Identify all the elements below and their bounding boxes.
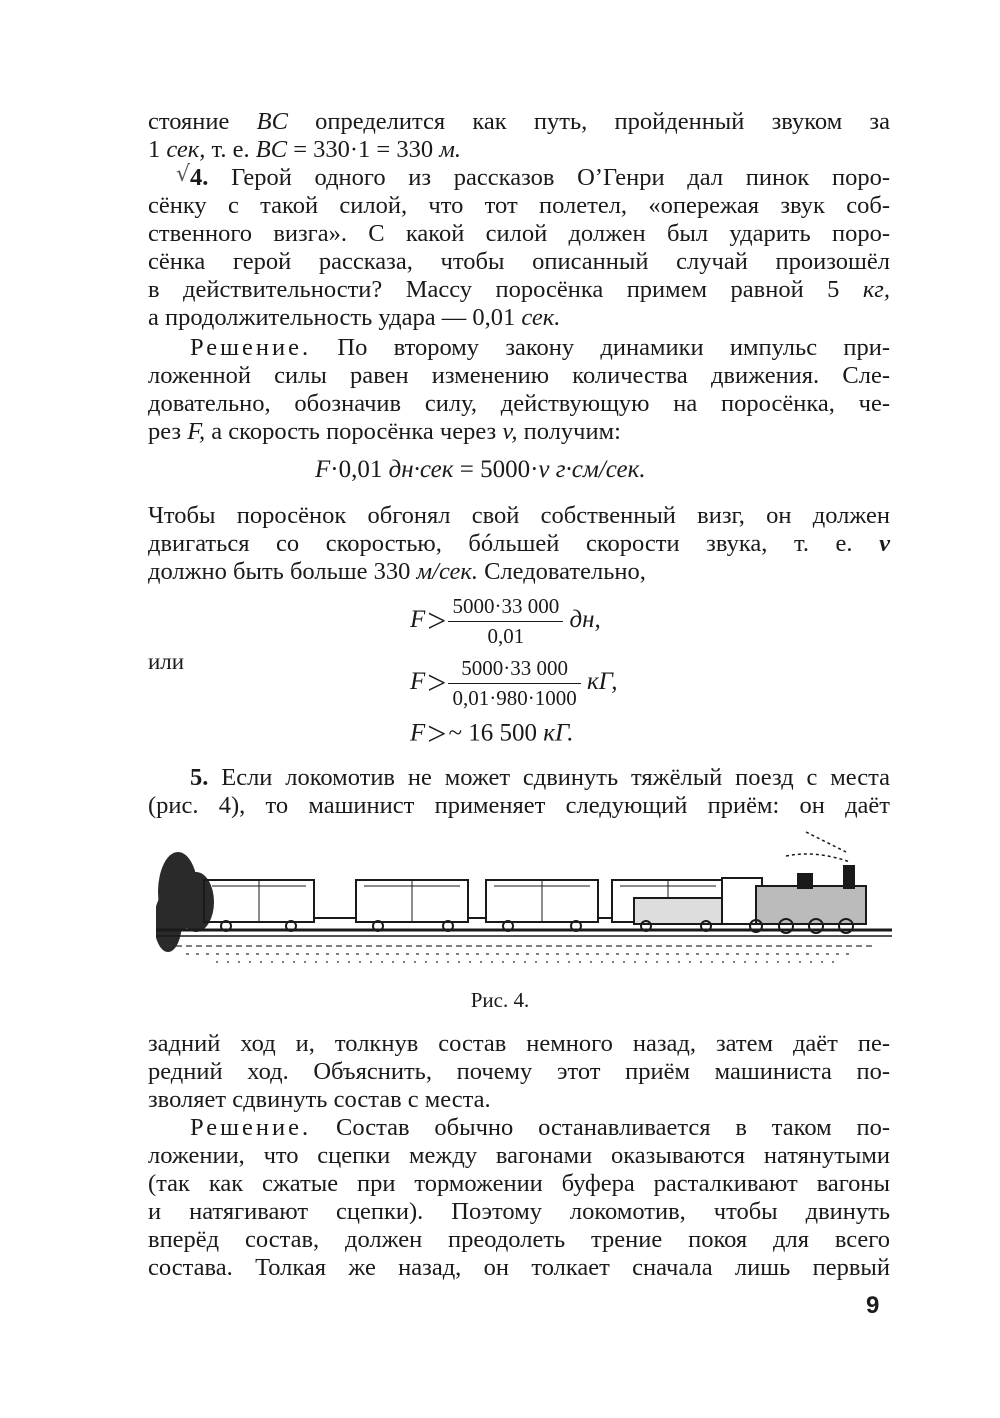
text-line: ложенной силы равен изменению количества движения. Сле- xyxy=(148,362,890,389)
formula-inequality-dyn: F> $\frac{5000\cdot 33 000}{0,01}$ дн, xyxy=(410,594,601,648)
margin-check-mark: √ xyxy=(176,162,191,187)
page-number: 9 xyxy=(866,1292,880,1319)
text-line: сёнка герой рассказа, чтобы описанный случай произошёл xyxy=(148,248,890,275)
bushes xyxy=(156,852,214,952)
text-line: редний ход. Объяснить, почему этот приём машиниста по- xyxy=(148,1058,890,1085)
text-line: Чтобы поросёнок обгонял свой собственный визг, он должен xyxy=(148,502,890,529)
text-line: (рис. 4), то машинист применяет следующий приём: он даёт xyxy=(148,792,890,819)
problem-5-start: 5. Если локомотив не может сдвинуть тяжёлый поезд с места xyxy=(190,764,890,791)
text-line: стояние BC определится как путь, пройденный звуком за xyxy=(148,108,890,135)
text-line: довательно, обозначив силу, действующую на поросёнка, че- xyxy=(148,390,890,417)
text-line: ственного визга». С какой силой должен был ударить поро- xyxy=(148,220,890,247)
text-line: зволяет сдвинуть состав с места. xyxy=(148,1086,491,1113)
text-line: ложении, что сцепки между вагонами оказываются натянутыми xyxy=(148,1142,890,1169)
text-line: должно быть больше 330 м/сек. Следовательно, xyxy=(148,558,646,585)
solution-heading-line: Решение. По второму закону динамики импульс при- xyxy=(190,334,890,361)
text-line: вперёд состав, должен преодолеть трение покоя для всего xyxy=(148,1226,890,1253)
formula-result: F>~ 16 500 кГ. xyxy=(410,716,574,753)
solution-heading-line: Решение. Состав обычно останавливается в таком по- xyxy=(190,1114,890,1141)
or-word: или xyxy=(148,649,185,674)
figure-caption: Рис. 4. xyxy=(470,988,530,1012)
locomotive xyxy=(634,866,866,924)
smoke xyxy=(786,832,850,862)
train-illustration xyxy=(156,822,892,968)
text-line: (так как сжатые при торможении буфера расталкивают вагоны xyxy=(148,1170,890,1197)
formula-inequality-kg: F> $\frac{5000\cdot 33 000}{0,01\cdot 980\cdot 1000}$ кГ, xyxy=(410,656,618,710)
text-line: а продолжительность удара — 0,01 сек. xyxy=(148,304,561,331)
problem-4-start: 4. Герой одного из рассказов О’Генри дал пинок поро- xyxy=(190,164,890,191)
text-line: и натягивают сцепки). Поэтому локомотив, чтобы двинуть xyxy=(148,1198,890,1225)
text-line: рез F, а скорость поросёнка через v, получим: xyxy=(148,418,621,445)
text-line: задний ход и, толкнув состав немного назад, затем даёт пе- xyxy=(148,1030,890,1057)
text-line: двигаться со скоростью, бóльшей скорости звука, т. е. v xyxy=(148,530,890,557)
formula-impulse: F·0,01 дн·сек = 5000·v г·см/сек. xyxy=(315,456,646,483)
text-line: 1 сек, т. е. BC = 330·1 = 330 м. xyxy=(148,136,462,163)
text-line: сёнку с такой силой, что тот полетел, «опережая звук соб- xyxy=(148,192,890,219)
text-line: в действительности? Массу поросёнка примем равной 5 кг, xyxy=(148,276,890,303)
text-line: состава. Толкая же назад, он толкает сначала лишь первый xyxy=(148,1254,890,1281)
